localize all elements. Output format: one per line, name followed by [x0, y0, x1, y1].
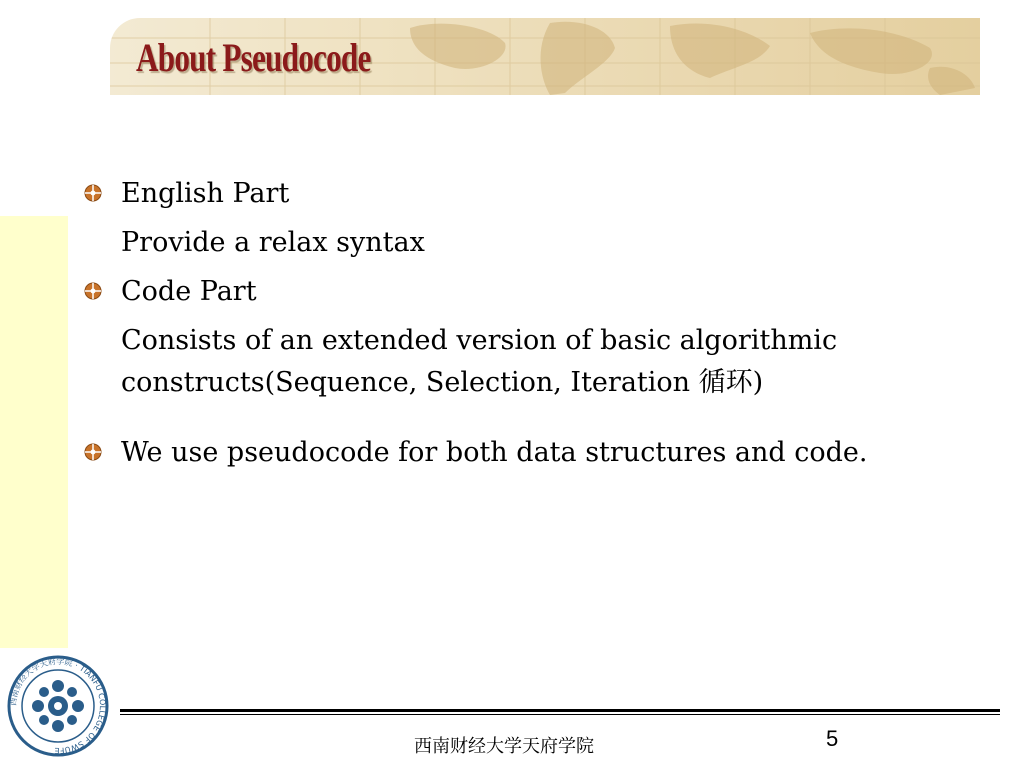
- college-seal-icon: [6, 654, 110, 758]
- slide-content: [84, 166, 984, 474]
- bullet-text: We use pseudocode for both data structures and code.: [121, 437, 868, 468]
- body-text: Consists of an extended version of basic algorithmic constructs(Sequence, Selection, Iteration 循环): [121, 325, 838, 398]
- orange-globe-bullet-icon: [84, 282, 102, 300]
- orange-globe-bullet-icon: [84, 443, 102, 461]
- logo-ring-text: 西南财经大学天府学院 · TIANFU COLLEGE OF SWUFE: [8, 656, 108, 756]
- footer-rule-thin: [120, 714, 1000, 715]
- body-text: Provide a relax syntax: [121, 227, 425, 258]
- orange-globe-bullet-icon: [84, 184, 102, 202]
- bullet-text: English Part: [121, 178, 290, 209]
- footer-institution: 西南财经大学天府学院: [414, 736, 594, 757]
- slide-title: About Pseudocode: [136, 35, 371, 80]
- bullet-item: [84, 271, 984, 313]
- side-decoration-strip: [0, 216, 68, 648]
- bullet-item: [84, 432, 984, 474]
- bullet-text: Code Part: [121, 276, 257, 307]
- bullet-item: [84, 173, 984, 215]
- page-number: 5: [826, 726, 839, 751]
- footer-rule-thick: [120, 709, 1000, 712]
